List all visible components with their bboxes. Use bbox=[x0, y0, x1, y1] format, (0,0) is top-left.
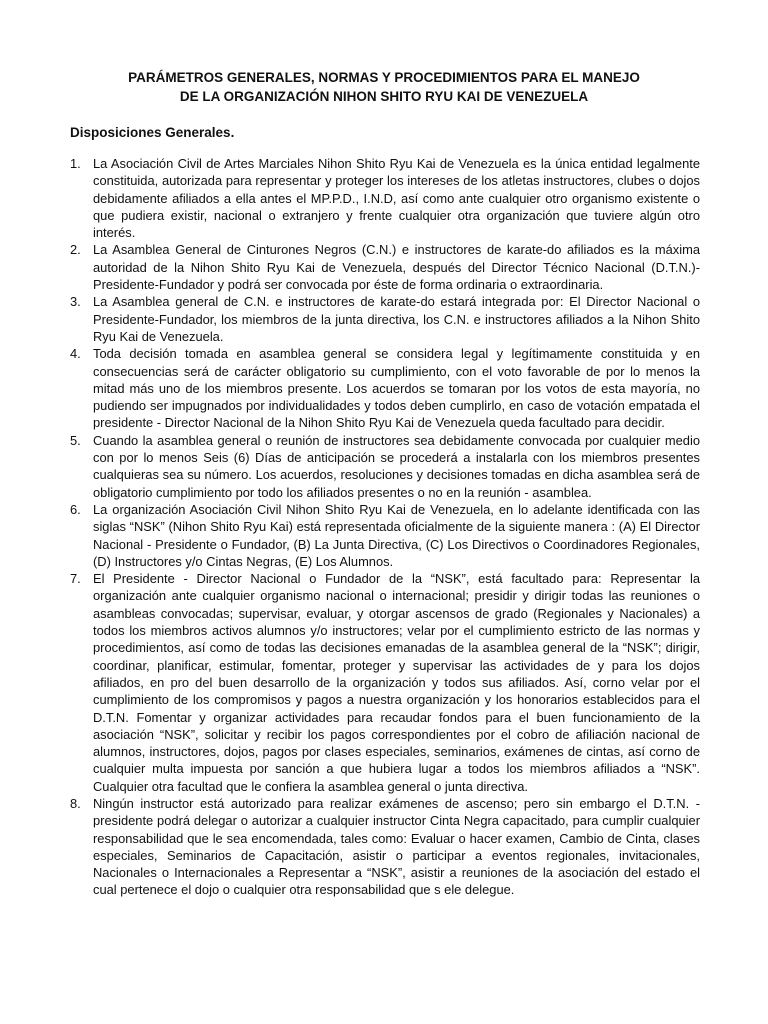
list-item bbox=[70, 345, 700, 431]
item-number: 4. bbox=[70, 346, 81, 362]
item-number: 5. bbox=[70, 432, 81, 448]
item-text: La Asamblea general de C.N. e instructores de karate-do estará integrada por: El Director Nacional o Presidente-Fundador, los miembros de la junta directiva, los C.N. e instructores afiliados a la Nihon Shito Ryu Kai de Venezuela. bbox=[93, 294, 700, 344]
item-text: La Asociación Civil de Artes Marciales Nihon Shito Ryu Kai de Venezuela es la única entidad legalmente constituida, autorizada para representar y proteger los intereses de los atletas instructores, clubes o dojos debidamente afiliados a ella antes el MP.P.D., I.N.D, así como ante cualquier otro organismo existente o que pudiera existir, nacional o extranjero y frente cualquier otra organización que tuviere algún otro interés. bbox=[93, 156, 700, 241]
item-number: 8. bbox=[70, 795, 81, 811]
list-item bbox=[70, 293, 700, 345]
list-item bbox=[70, 570, 700, 795]
item-text: La organización Asociación Civil Nihon Shito Ryu Kai de Venezuela, en lo adelante identificada con las siglas “NSK” (Nihon Shito Ryu Kai) está representada oficialmente de la siguiente manera : (A) El Director Nacional - Presidente o Fundador, (B) La Junta Directiva, (C) Los Directivos o Coordinadores Regionales, (D) Instructores y/o Cintas Negras, (E) Los Alumnos. bbox=[93, 501, 700, 569]
list-item bbox=[70, 795, 700, 899]
list-item bbox=[70, 241, 700, 293]
item-text: Cuando la asamblea general o reunión de instructores sea debidamente convocada por cualquier medio con por lo menos Seis (6) Días de anticipación se procederá a instalarla con los miembros presentes cualquieras sea su número. Los acuerdos, resoluciones y decisiones tomadas en dicha asamblea será de obligatorio cumplimiento por todo los afiliados presentes o no en la reunión - asamblea. bbox=[93, 432, 700, 500]
item-text: Toda decisión tomada en asamblea general se considera legal y legítimamente constituida y en consecuencias será de carácter obligatorio su cumplimiento, con el voto favorable de por lo menos la mitad más uno de los miembros presente. Los acuerdos se tomaran por los votos de esta mayoría, no pudiendo ser impugnados por individualidades y todos deben cumplirlo, en caso de votación empatada el presidente - Director Nacional de la Nihon Shito Ryu Kai de Venezuela queda facultado para decidir. bbox=[93, 346, 700, 431]
list-item bbox=[70, 432, 700, 501]
item-number: 6. bbox=[70, 501, 81, 517]
item-text: La Asamblea General de Cinturones Negros (C.N.) e instructores de karate-do afiliados es la máxima autoridad de la Nihon Shito Ryu Kai de Venezuela, después del Director Técnico Nacional (D.T.N.)- Presidente-Fundador y podrá ser convocada por éste de forma ordinaria o extraordinaria. bbox=[93, 242, 700, 293]
title-line-2: DE LA ORGANIZACIÓN NIHON SHITO RYU KAI DE VENEZUELA bbox=[179, 89, 589, 104]
item-number: 1. bbox=[70, 156, 81, 171]
list-item bbox=[70, 155, 700, 241]
item-text: El Presidente - Director Nacional o Fundador de la “NSK”, está facultado para: Representar la organización ante cualquier organismo nacional o internacional; presidir y dirigir todas las reuniones o asambleas convocadas; supervisar, evaluar, y otorgar ascensos de grado (Regionales y Nacionales) a todos los miembros activos alumnos y/o instructores; velar por el cumplimiento estricto de las normas y procedimientos, así como de todas las decisiones emanadas de la asamblea general de la “NSK”; dirigir, coordinar, planificar, estimular, fomentar, proteger y supervisar las actividades de y para los dojos afiliados, en pro del buen desarrollo de la organización y todos sus afiliados. Así, corno velar por el cumplimiento de los compromisos y pagos a nuestra organización y los honorarios establecidos para el D.T.N. Fomentar y organizar actividades para recaudar fondos para el buen funcionamiento de la asociación “NSK”, solicitar y recibir los pagos correspondientes por el cobro de afiliación nacional de alumnos, instructores, dojos, pagos por clases especiales, seminarios, exámenes de cintas, así corno de cualquier multa impuesta por sanción a que hubiera lugar a todos los miembros afiliados a “NSK”. Cualquier otra facultad que le confiera la asamblea general o junta directiva. bbox=[93, 571, 700, 794]
item-number: 3. bbox=[70, 294, 81, 310]
document-title bbox=[60, 68, 708, 106]
item-text: Ningún instructor está autorizado para realizar exámenes de ascenso; pero sin embargo el D.T.N. - presidente podrá delegar o autorizar a cualquier instructor Cinta Negra capacitado, para cumplir cualquier responsabilidad que le sea encomendada, tales como: Evaluar o hacer examen, Cambio de Cinta, clases especiales, Seminarios de Capacitación, asistir o participar a eventos regionales, invitacionales, Nacionales o Internacionales a Representar a “NSK”, asistir a reuniones de la asociación del estado el cual pertenece el dojo o cualquier otra responsabilidad que s ele delegue. bbox=[93, 795, 700, 898]
list-item bbox=[70, 501, 700, 570]
provisions-list bbox=[70, 155, 700, 899]
item-number: 2. bbox=[70, 242, 81, 258]
title-line-1: PARÁMETROS GENERALES, NORMAS Y PROCEDIMIENTOS PARA EL MANEJO bbox=[128, 70, 640, 85]
section-heading: Disposiciones Generales. bbox=[70, 125, 235, 140]
item-number: 7. bbox=[70, 571, 81, 587]
